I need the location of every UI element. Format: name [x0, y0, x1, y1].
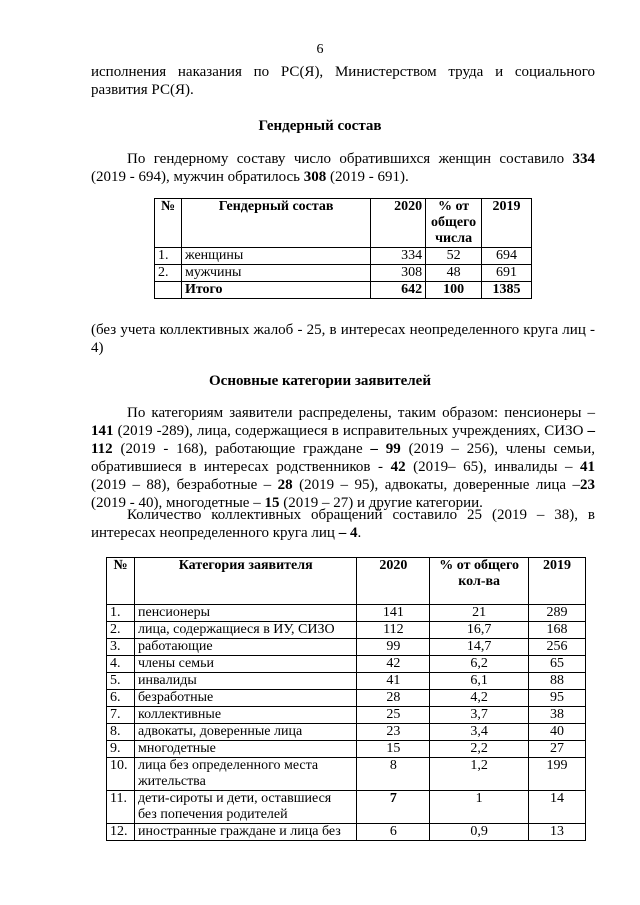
table-cell: дети-сироты и дети, оставшиеся без попечения родителей — [134, 791, 356, 824]
table-cell: 3,4 — [430, 724, 529, 741]
column-header: Категория заявителя — [134, 558, 356, 605]
gender-table-header — [155, 199, 532, 248]
table-row — [107, 707, 586, 724]
page-number: 6 — [316, 42, 324, 57]
table-row — [155, 265, 532, 282]
table-cell: 334 — [371, 248, 426, 265]
table-cell: коллективные — [134, 707, 356, 724]
table-cell: 10. — [107, 758, 135, 791]
column-header: % от общего кол-ва — [430, 558, 529, 605]
total-cell: 100 — [426, 282, 482, 299]
collective-paragraph — [91, 506, 595, 542]
table-cell: 6,2 — [430, 656, 529, 673]
table-cell: 0,9 — [430, 824, 529, 841]
gender-heading: Гендерный состав — [258, 118, 382, 134]
collective-end: . — [357, 525, 362, 541]
table-row — [107, 791, 586, 824]
women-count: 334 — [572, 151, 595, 167]
table-cell: 52 — [426, 248, 482, 265]
table-cell: работающие — [134, 639, 356, 656]
column-header: № — [107, 558, 135, 605]
table-cell: 1,2 — [430, 758, 529, 791]
gender-table — [154, 198, 532, 299]
collective-text: Количество коллективных обращений составило 25 (2019 – 38), в интересах неопределенного круга лиц — [91, 507, 595, 541]
table-cell: 7 — [357, 791, 430, 824]
column-header: % от общего числа — [426, 199, 482, 248]
table-cell: 1 — [430, 791, 529, 824]
table-cell: 40 — [529, 724, 586, 741]
gender-note: (без учета коллективных жалоб - 25, в интересах неопределенного круга лиц - 4) — [91, 322, 595, 356]
table-row — [107, 605, 586, 622]
table-cell: 3. — [107, 639, 135, 656]
category-text: (2019 - 168), работающие граждане — [112, 441, 371, 457]
category-count: 41 — [579, 459, 595, 475]
table-cell: лица, содержащиеся в ИУ, СИЗО — [134, 622, 356, 639]
category-count: – 99 — [370, 441, 401, 457]
category-count: – 112 — [91, 423, 595, 457]
table-cell: 14,7 — [430, 639, 529, 656]
category-text: (2019– 65), инвалиды – — [405, 459, 580, 475]
table-cell: пенсионеры — [134, 605, 356, 622]
category-text: (2019 – 256), члены семьи, обратившиеся в интересах родственников - — [91, 441, 595, 475]
gender-text-2: (2019 - 694), мужчин обратилось — [91, 169, 304, 185]
table-cell: 694 — [482, 248, 532, 265]
table-cell: члены семьи — [134, 656, 356, 673]
table-cell: 16,7 — [430, 622, 529, 639]
category-text: (2019 – 95), адвокаты, доверенные лица – — [292, 477, 580, 493]
table-cell: мужчины — [181, 265, 370, 282]
table-cell: 9. — [107, 741, 135, 758]
table-cell: 199 — [529, 758, 586, 791]
table-cell: 95 — [529, 690, 586, 707]
table-cell: 8. — [107, 724, 135, 741]
total-row — [155, 282, 532, 299]
table-cell: 38 — [529, 707, 586, 724]
gender-text-3: (2019 - 691). — [326, 169, 409, 185]
table-row — [107, 656, 586, 673]
table-cell: женщины — [181, 248, 370, 265]
category-text: (2019 - 40), многодетные – — [91, 495, 265, 511]
collective-undetermined: – 4 — [338, 525, 358, 541]
table-cell: инвалиды — [134, 673, 356, 690]
table-cell: 42 — [357, 656, 430, 673]
table-row — [107, 622, 586, 639]
category-count: 42 — [390, 459, 406, 475]
table-cell: 25 — [357, 707, 430, 724]
gender-paragraph — [91, 150, 595, 186]
table-cell: 13 — [529, 824, 586, 841]
table-cell: 7. — [107, 707, 135, 724]
table-cell: безработные — [134, 690, 356, 707]
category-text: (2019 -289), лица, содержащиеся в исправительных учреждениях, СИЗО — [113, 423, 588, 439]
categories-table-header — [107, 558, 586, 605]
table-row — [107, 824, 586, 841]
total-cell: 642 — [371, 282, 426, 299]
table-cell: 4. — [107, 656, 135, 673]
categories-paragraph — [91, 404, 595, 512]
column-header: 2020 — [357, 558, 430, 605]
column-header: 2019 — [529, 558, 586, 605]
table-cell: 15 — [357, 741, 430, 758]
table-cell: 6. — [107, 690, 135, 707]
total-cell — [155, 282, 182, 299]
category-count: 15 — [264, 495, 280, 511]
gender-text-1: По гендерному составу число обратившихся женщин составило — [127, 151, 573, 167]
table-cell: адвокаты, доверенные лица — [134, 724, 356, 741]
category-text: По категориям заявители распределены, таким образом: пенсионеры – — [127, 405, 595, 421]
table-cell: 4,2 — [430, 690, 529, 707]
table-cell: 256 — [529, 639, 586, 656]
table-row — [107, 724, 586, 741]
total-cell: 1385 — [482, 282, 532, 299]
table-cell: иностранные граждане и лица без — [134, 824, 356, 841]
table-cell: 2,2 — [430, 741, 529, 758]
table-cell: многодетные — [134, 741, 356, 758]
categories-table — [106, 557, 586, 841]
total-cell: Итого — [181, 282, 370, 299]
intro-paragraph: исполнения наказания по РС(Я), Министерством труда и социального развития РС(Я). — [91, 64, 595, 98]
table-cell: 289 — [529, 605, 586, 622]
table-cell: лица без определенного места жительства — [134, 758, 356, 791]
table-row — [107, 639, 586, 656]
table-cell: 65 — [529, 656, 586, 673]
table-row — [107, 690, 586, 707]
table-cell: 6,1 — [430, 673, 529, 690]
category-count: 28 — [277, 477, 293, 493]
table-cell: 41 — [357, 673, 430, 690]
table-cell: 2. — [155, 265, 182, 282]
table-cell: 1. — [155, 248, 182, 265]
column-header: 2020 — [371, 199, 426, 248]
table-cell: 5. — [107, 673, 135, 690]
column-header: № — [155, 199, 182, 248]
table-cell: 12. — [107, 824, 135, 841]
table-cell: 141 — [357, 605, 430, 622]
men-count: 308 — [303, 169, 327, 185]
table-row — [107, 758, 586, 791]
table-cell: 8 — [357, 758, 430, 791]
category-text: (2019 – 88), безработные – — [91, 477, 278, 493]
table-row — [107, 741, 586, 758]
table-cell: 1. — [107, 605, 135, 622]
table-cell: 14 — [529, 791, 586, 824]
table-cell: 308 — [371, 265, 426, 282]
table-cell: 112 — [357, 622, 430, 639]
table-cell: 21 — [430, 605, 529, 622]
column-header: 2019 — [482, 199, 532, 248]
table-cell: 6 — [357, 824, 430, 841]
categories-heading: Основные категории заявителей — [209, 373, 431, 389]
table-row — [155, 248, 532, 265]
table-cell: 168 — [529, 622, 586, 639]
table-cell: 48 — [426, 265, 482, 282]
category-text: (2019 – 27) и другие категории. — [279, 495, 483, 511]
table-cell: 28 — [357, 690, 430, 707]
table-cell: 23 — [357, 724, 430, 741]
table-cell: 11. — [107, 791, 135, 824]
table-cell: 99 — [357, 639, 430, 656]
table-cell: 691 — [482, 265, 532, 282]
table-row — [107, 673, 586, 690]
category-count: 141 — [91, 423, 114, 439]
table-cell: 2. — [107, 622, 135, 639]
category-count: 23 — [580, 477, 595, 493]
table-cell: 3,7 — [430, 707, 529, 724]
table-cell: 88 — [529, 673, 586, 690]
table-cell: 27 — [529, 741, 586, 758]
column-header: Гендерный состав — [181, 199, 370, 248]
